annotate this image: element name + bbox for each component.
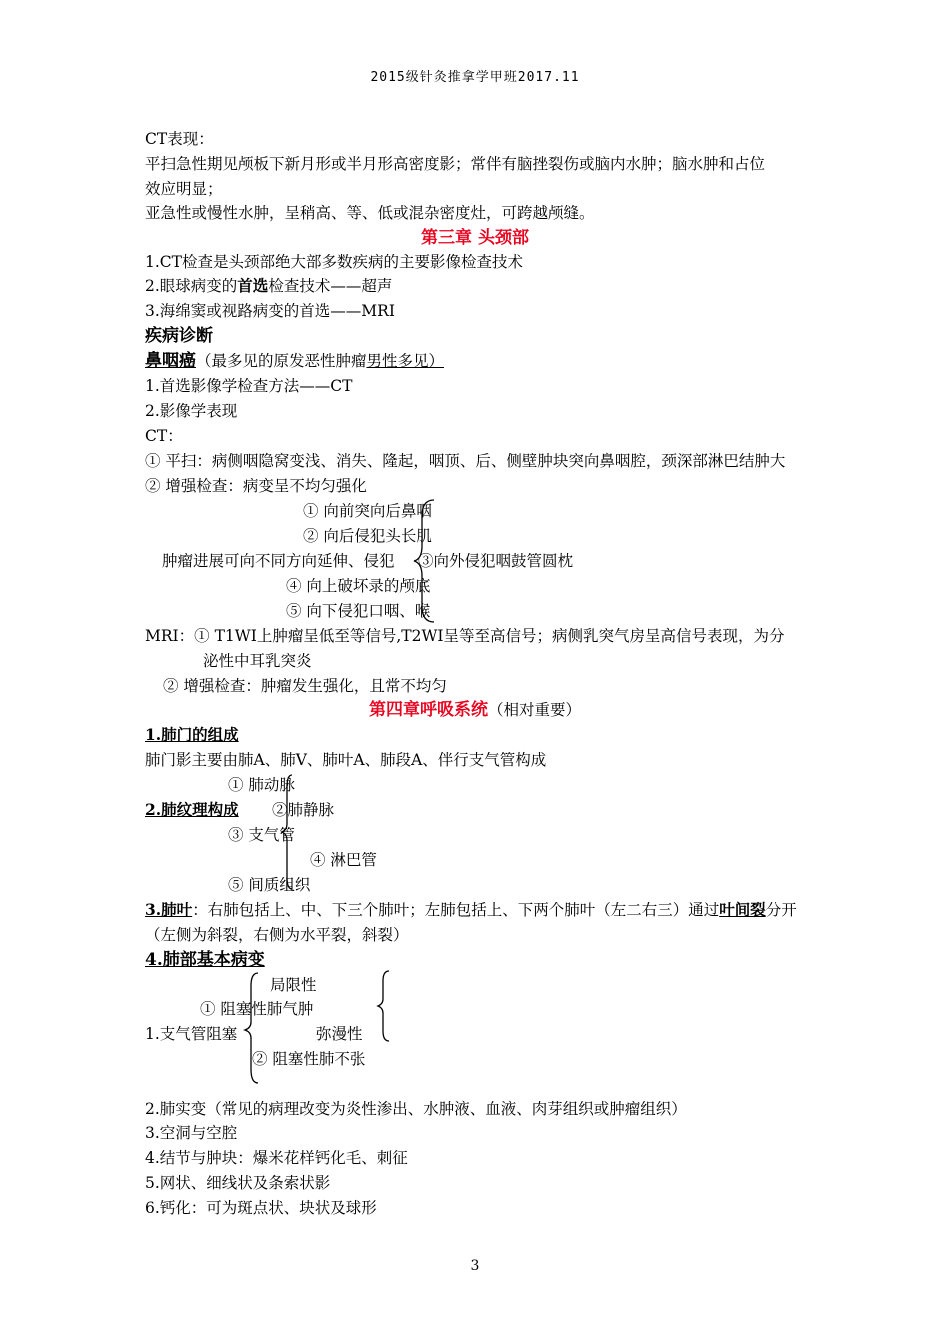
lesion-4: 4.结节与肿块：爆米花样钙化毛、刺征 xyxy=(145,1149,408,1167)
mri-line-3: ② 增强检查：肿瘤发生强化，且常不均匀 xyxy=(163,677,447,695)
hilum-text: 肺门影主要由肺A、肺V、肺叶A、肺段A、伴行支气管构成 xyxy=(145,751,547,769)
npc-line-1: 1.首选影像学检查方法——CT xyxy=(145,377,353,395)
markings-title: 2.肺纹理构成 xyxy=(145,800,239,819)
npc-note-a: （最多见的原发恶性肿瘤 xyxy=(196,352,367,370)
basic-title: 4.肺部基本病变 xyxy=(145,950,265,970)
page-number: 3 xyxy=(470,1258,480,1274)
chapter4-title-line xyxy=(0,700,950,720)
lobes-line-1 xyxy=(145,900,797,920)
marking-3: ③ 支气管 xyxy=(228,826,295,844)
disease-heading: 疾病诊断 xyxy=(145,326,213,346)
npc-note-b: 男性多见） xyxy=(366,352,445,370)
npc-line-4: ① 平扫：病侧咽隐窝变浅、消失、隆起，咽顶、后、侧壁肿块突向鼻咽腔，颈深部淋巴结肿大 xyxy=(145,452,786,470)
chapter3-item-3: 3.海绵窦或视路病变的首选——MRI xyxy=(145,302,395,320)
chapter3-item-1: 1.CT检查是头颈部绝大部多数疾病的主要影像检查技术 xyxy=(145,253,523,271)
chapter3-title: 第三章 头颈部 xyxy=(421,228,529,248)
chapter3-item-2 xyxy=(145,276,392,296)
marking-1: ① 肺动脉 xyxy=(228,776,295,794)
item2-emph: 首选 xyxy=(237,276,269,295)
lesion-5: 5.网状、细线状及条索状影 xyxy=(145,1174,331,1192)
obstruction-label: 1.支气管阻塞 xyxy=(145,1025,238,1043)
ct-line-2: 效应明显； xyxy=(145,180,223,198)
emphysema-label: ① 阻塞性肺气肿 xyxy=(200,1000,314,1018)
npc-line-2: 2.影像学表现 xyxy=(145,402,238,420)
mri-line-1: MRI：① T1WI上肿瘤呈低至等信号,T2WI呈等至高信号；病侧乳突气房呈高信号表现，为分 xyxy=(145,627,785,645)
marking-4: ④ 淋巴管 xyxy=(310,851,377,869)
atelectasis-label: ② 阻塞性肺不张 xyxy=(252,1050,366,1068)
item2-prefix: 2.眼球病变的 xyxy=(145,277,238,295)
lesion-6: 6.钙化：可为斑点状、块状及球形 xyxy=(145,1199,377,1217)
npc-line-5: ② 增强检查：病变呈不均匀强化 xyxy=(145,477,367,495)
ct-line-1: 平扫急性期见颅板下新月形或半月形高密度影；常伴有脑挫裂伤或脑内水肿；脑水肿和占位 xyxy=(145,155,766,173)
ct-line-3: 亚急性或慢性水肿，呈稍高、等、低或混杂密度灶，可跨越颅缝。 xyxy=(145,204,595,222)
lobes-title: 3.肺叶 xyxy=(145,900,193,919)
spread-1: ① 向前突向后鼻咽 xyxy=(303,502,432,520)
markings-brace xyxy=(278,772,298,892)
marking-5: ⑤ 间质组织 xyxy=(228,876,311,894)
npc-title: 鼻咽癌 xyxy=(145,351,196,371)
mri-line-2: 泌性中耳乳突炎 xyxy=(203,652,312,670)
lobes-text-b: 叶间裂 xyxy=(719,900,766,919)
lesion-2: 2.肺实变（常见的病理改变为炎性渗出、水肿液、血液、肉芽组织或肿瘤组织） xyxy=(145,1100,687,1118)
spread-4: ④ 向上破坏录的颅底 xyxy=(286,577,431,595)
item2-suffix: 检查技术——超声 xyxy=(268,277,393,295)
spread-3: ③向外侵犯咽鼓管圆枕 xyxy=(418,552,574,570)
ct-title: CT表现： xyxy=(145,130,214,148)
spread-left: 肿瘤进展可向不同方向延伸、侵犯 xyxy=(162,552,395,570)
diffuse-label: 弥漫性 xyxy=(316,1025,363,1043)
emphysema-brace xyxy=(374,968,394,1044)
lobes-text-c: 分开 xyxy=(765,901,797,919)
spread-2: ② 向后侵犯头长肌 xyxy=(303,527,432,545)
chapter4-note: （相对重要） xyxy=(487,701,581,719)
chapter4-title: 第四章呼吸系统 xyxy=(368,700,488,720)
lobes-text-a: ：右肺包括上、中、下三个肺叶；左肺包括上、下两个肺叶（左二右三）通过 xyxy=(192,901,720,919)
npc-title-line xyxy=(145,351,444,371)
npc-line-3: CT： xyxy=(145,427,183,445)
local-label: 局限性 xyxy=(270,976,317,994)
lesion-3: 3.空洞与空腔 xyxy=(145,1124,238,1142)
obstruction-brace xyxy=(242,970,262,1086)
hilum-title: 1.肺门的组成 xyxy=(145,725,239,744)
spread-brace xyxy=(412,496,442,626)
marking-2: ②肺静脉 xyxy=(272,801,335,819)
page-header: 2015级针灸推拿学甲班2017.11 xyxy=(370,70,580,85)
spread-5: ⑤ 向下侵犯口咽、喉 xyxy=(286,602,431,620)
lobes-line-2: （左侧为斜裂，右侧为水平裂，斜裂） xyxy=(145,926,409,944)
